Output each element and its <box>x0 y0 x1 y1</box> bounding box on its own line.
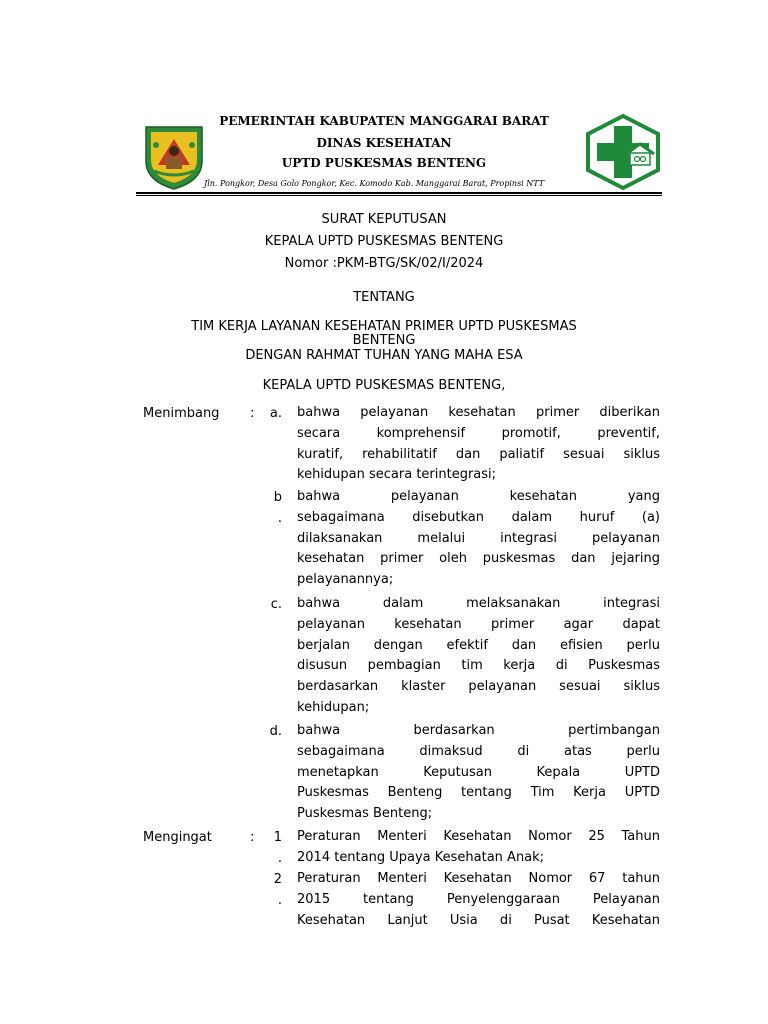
menimbang-item-a <box>297 403 660 486</box>
text-line: sebagaimana disebutkan dalam huruf (a) <box>297 509 660 525</box>
text-line: Kesehatan Lanjut Usia di Pusat Kesehatan <box>297 912 660 928</box>
text-line: sebagaimana dimaksud di atas perlu <box>297 743 660 759</box>
text-line: bahwa pelayanan kesehatan primer diberikan <box>297 405 660 420</box>
text-line: Puskesmas Benteng; <box>297 806 433 822</box>
menimbang-marker-b: b <box>273 490 282 505</box>
about-label: TENTANG <box>353 290 415 305</box>
text-line: kehidupan secara terintegrasi; <box>297 467 497 483</box>
menimbang-marker-a: a. <box>269 406 282 421</box>
text-line: 2014 tentang Upaya Kesehatan Anak; <box>297 849 545 865</box>
letterhead-address: Jln. Pongkor, Desa Golo Pongkor, Kec. Komodo Kab. Manggarai Barat, Propinsi NTT <box>204 179 545 188</box>
subject-line-1: TIM KERJA LAYANAN KESEHATAN PRIMER UPTD PUSKESMAS <box>191 319 577 334</box>
menimbang-colon: : <box>250 406 255 421</box>
text-line: 2015 tentang Penyelenggaraan Pelayanan <box>297 891 660 907</box>
mengingat-marker-1-dot: . <box>277 851 282 866</box>
text-line: Puskesmas Benteng tentang Tim Kerja UPTD <box>297 785 660 801</box>
text-line: secara komprehensif promotif, preventif, <box>297 425 660 441</box>
text-line: Peraturan Menteri Kesehatan Nomor 67 tahun <box>297 871 660 886</box>
mengingat-item-1 <box>297 827 660 869</box>
text-line: bahwa dalam melaksanakan integrasi <box>297 596 660 611</box>
doc-number: Nomor :PKM-BTG/SK/02/I/2024 <box>284 256 484 271</box>
mengingat-marker-1: 1 <box>273 830 282 845</box>
mengingat-marker-2: 2 <box>273 872 282 887</box>
doc-type: SURAT KEPUTUSAN <box>321 212 447 227</box>
text-line: disusun pembagian tim kerja di Puskesmas <box>297 658 660 674</box>
text-line: kuratif, rehabilitatif dan paliatif sesuai siklus <box>297 446 660 462</box>
text-line: pelayanan kesehatan primer agar dapat <box>297 616 660 632</box>
menimbang-marker-d: d. <box>269 724 282 739</box>
mengingat-colon: : <box>250 830 255 845</box>
issuer-heading: KEPALA UPTD PUSKESMAS BENTENG, <box>262 378 506 393</box>
menimbang-marker-c: c. <box>270 597 282 612</box>
letterhead-unit: UPTD PUSKESMAS BENTENG <box>281 156 487 170</box>
menimbang-label: Menimbang <box>143 406 220 421</box>
mengingat-label: Mengingat <box>143 830 212 845</box>
puskesmas-logo-icon <box>584 114 662 190</box>
menimbang-item-b <box>297 487 660 591</box>
mengingat-marker-2-dot: . <box>277 893 282 908</box>
text-line: kesehatan primer oleh puskesmas dan jejaring <box>297 551 660 567</box>
mengingat-item-2 <box>297 869 660 931</box>
letterhead-rule <box>136 192 662 194</box>
text-line: pelayanannya; <box>297 572 394 588</box>
text-line: bahwa berdasarkan pertimbangan <box>297 723 660 738</box>
doc-issuer: KEPALA UPTD PUSKESMAS BENTENG <box>264 234 504 249</box>
menimbang-item-c <box>297 594 660 719</box>
blessing: DENGAN RAHMAT TUHAN YANG MAHA ESA <box>245 348 523 363</box>
text-line: dilaksanakan melalui integrasi pelayanan <box>297 530 660 546</box>
menimbang-marker-b-dot: . <box>277 511 282 526</box>
text-line: berdasarkan klaster pelayanan sesuai siklus <box>297 679 660 695</box>
letterhead-department: DINAS KESEHATAN <box>316 136 452 150</box>
subject-line-2: BENTENG <box>352 333 416 348</box>
text-line: bahwa pelayanan kesehatan yang <box>297 489 660 504</box>
text-line: menetapkan Keputusan Kepala UPTD <box>297 764 660 780</box>
text-line: kehidupan; <box>297 699 370 715</box>
menimbang-item-d <box>297 721 660 825</box>
letterhead-government: PEMERINTAH KABUPATEN MANGGARAI BARAT <box>219 114 549 128</box>
letterhead-rule-thin <box>136 195 662 196</box>
text-line: berjalan dengan efektif dan efisien perlu <box>297 637 660 653</box>
text-line: Peraturan Menteri Kesehatan Nomor 25 Tahun <box>297 829 660 844</box>
